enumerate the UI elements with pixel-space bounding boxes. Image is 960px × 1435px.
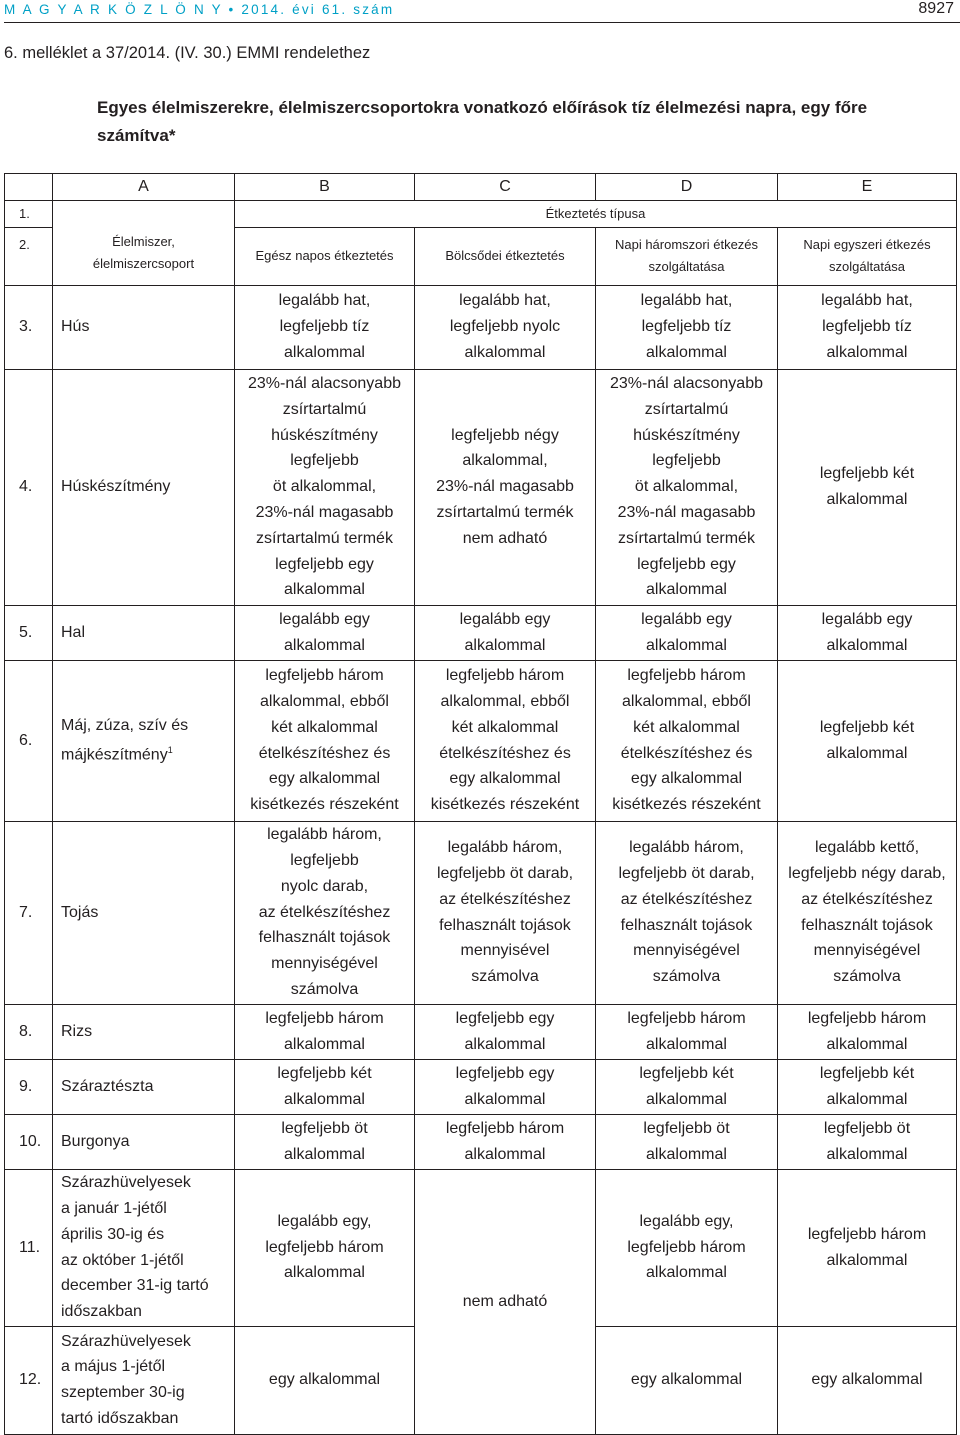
cell-b: legfeljebb két alkalommal <box>235 1059 415 1114</box>
row-number: 7. <box>5 821 53 1004</box>
col-letter-a: A <box>53 174 235 201</box>
cell-e: legalább kettő, legfeljebb négy darab, az ételkészítéshez felhasznált tojások mennyiségével számolva <box>778 821 957 1004</box>
cell-c: legfeljebb egy alkalommal <box>415 1059 596 1114</box>
food-name: Rizs <box>53 1004 235 1059</box>
cell-c: legfeljebb négy alkalommal, 23%-nál magasabb zsírtartalmú termék nem adható <box>415 369 596 605</box>
row-number: 10. <box>5 1114 53 1169</box>
table-row <box>5 821 957 1004</box>
cell-d: legalább egy alkalommal <box>596 605 778 660</box>
cell-b: legalább egy, legfeljebb három alkalommal <box>235 1169 415 1326</box>
cell-b: legfeljebb három alkalommal <box>235 1004 415 1059</box>
cell-e: legfeljebb öt alkalommal <box>778 1114 957 1169</box>
cell-c: legfeljebb egy alkalommal <box>415 1004 596 1059</box>
corner-cell <box>5 174 53 201</box>
header-rule <box>4 22 960 23</box>
cell-d: legfeljebb két alkalommal <box>596 1059 778 1114</box>
cell-e: legfeljebb három alkalommal <box>778 1169 957 1326</box>
table-row <box>5 285 957 369</box>
column-letter-row <box>5 174 957 201</box>
cell-e: legfeljebb két alkalommal <box>778 369 957 605</box>
row-number: 8. <box>5 1004 53 1059</box>
footnote-marker: 1 <box>167 745 173 756</box>
cell-c: nem adható <box>415 1169 596 1434</box>
food-name-text: Máj, zúza, szív és májkészítmény <box>61 716 189 764</box>
table-row <box>5 1169 957 1326</box>
cell-c: legfeljebb három alkalommal, ebből két alkalommal ételkészítéshez és egy alkalommal kisétkezés részeként <box>415 660 596 821</box>
food-name: Szárazhüvelyesek a május 1-jétől szeptember 30-ig tartó időszakban <box>53 1326 235 1434</box>
cell-c: legalább három, legfeljebb öt darab, az ételkészítéshez felhasznált tojások mennyisével számolva <box>415 821 596 1004</box>
cell-b: egy alkalommal <box>235 1326 415 1434</box>
food-name: Burgonya <box>53 1114 235 1169</box>
page-header <box>4 0 956 22</box>
col-letter-e: E <box>778 174 957 201</box>
cell-b: 23%-nál alacsonyabb zsírtartalmú húskészítmény legfeljebb öt alkalommal, 23%-nál magasabb zsírtartalmú termék legfeljebb egy alkalommal <box>235 369 415 605</box>
food-name: Hal <box>53 605 235 660</box>
cell-d: legfeljebb három alkalommal <box>596 1004 778 1059</box>
table-row <box>5 605 957 660</box>
table-row <box>5 1114 957 1169</box>
row-number: 6. <box>5 660 53 821</box>
cell-e: egy alkalommal <box>778 1326 957 1434</box>
table-row <box>5 660 957 821</box>
cell-d: 23%-nál alacsonyabb zsírtartalmú húskészítmény legfeljebb öt alkalommal, 23%-nál magasabb zsírtartalmú termék legfeljebb egy alkalommal <box>596 369 778 605</box>
cell-c: legalább egy alkalommal <box>415 605 596 660</box>
cell-d: legfeljebb három alkalommal, ebből két alkalommal ételkészítéshez és egy alkalommal kisétkezés részeként <box>596 660 778 821</box>
col-header-three-meals: Napi háromszori étkezés szolgáltatása <box>596 227 778 285</box>
table-row <box>5 1004 957 1059</box>
cell-d: legalább hat, legfeljebb tíz alkalommal <box>596 285 778 369</box>
annex-title: 6. melléklet a 37/2014. (IV. 30.) EMMI rendelethez <box>4 44 371 62</box>
header-row-1 <box>5 200 957 227</box>
cell-d: legalább egy, legfeljebb három alkalommal <box>596 1169 778 1326</box>
row-number: 5. <box>5 605 53 660</box>
meal-type-header: Étkeztetés típusa <box>235 200 957 227</box>
food-name: Tojás <box>53 821 235 1004</box>
cell-d: legalább három, legfeljebb öt darab, az ételkészítéshez felhasznált tojások mennyiségével számolva <box>596 821 778 1004</box>
food-name <box>53 660 235 821</box>
cell-e: legalább egy alkalommal <box>778 605 957 660</box>
food-name: Hús <box>53 285 235 369</box>
cell-e: legfeljebb két alkalommal <box>778 660 957 821</box>
cell-b: legfeljebb öt alkalommal <box>235 1114 415 1169</box>
cell-d: legfeljebb öt alkalommal <box>596 1114 778 1169</box>
table-row <box>5 369 957 605</box>
col-letter-c: C <box>415 174 596 201</box>
row-number: 2. <box>5 227 53 285</box>
page-number: 8927 <box>918 0 954 17</box>
row-number: 9. <box>5 1059 53 1114</box>
food-name: Száraztészta <box>53 1059 235 1114</box>
journal-title: M A G Y A R K Ö Z L Ö N Y • 2014. évi 61. szám <box>4 2 395 17</box>
row-number: 12. <box>5 1326 53 1434</box>
cell-b: legalább három, legfeljebb nyolc darab, az ételkészítéshez felhasznált tojások mennyiségével számolva <box>235 821 415 1004</box>
regulation-table <box>4 173 957 1435</box>
cell-c: legalább hat, legfeljebb nyolc alkalommal <box>415 285 596 369</box>
row-number: 1. <box>5 200 53 227</box>
cell-e: legalább hat, legfeljebb tíz alkalommal <box>778 285 957 369</box>
col-header-one-meal: Napi egyszeri étkezés szolgáltatása <box>778 227 957 285</box>
cell-d: egy alkalommal <box>596 1326 778 1434</box>
col-header-nursery: Bölcsődei étkeztetés <box>415 227 596 285</box>
table-row <box>5 1059 957 1114</box>
food-column-header: Élelmiszer, élelmiszercsoport <box>53 200 235 285</box>
col-letter-b: B <box>235 174 415 201</box>
row-number: 3. <box>5 285 53 369</box>
cell-e: legfeljebb három alkalommal <box>778 1004 957 1059</box>
cell-c: legfeljebb három alkalommal <box>415 1114 596 1169</box>
food-name: Húskészítmény <box>53 369 235 605</box>
document-title: Egyes élelmiszerekre, élelmiszercsoportokra vonatkozó előírások tíz élelmezési napra, egy főre számítva* <box>97 98 868 145</box>
row-number: 11. <box>5 1169 53 1326</box>
food-name: Szárazhüvelyesek a január 1-jétől április 30-ig és az október 1-jétől december 31-ig tartó időszakban <box>53 1169 235 1326</box>
cell-b: legalább hat, legfeljebb tíz alkalommal <box>235 285 415 369</box>
cell-e: legfeljebb két alkalommal <box>778 1059 957 1114</box>
row-number: 4. <box>5 369 53 605</box>
cell-b: legfeljebb három alkalommal, ebből két alkalommal ételkészítéshez és egy alkalommal kisétkezés részeként <box>235 660 415 821</box>
col-header-full-day: Egész napos étkeztetés <box>235 227 415 285</box>
col-letter-d: D <box>596 174 778 201</box>
cell-b: legalább egy alkalommal <box>235 605 415 660</box>
